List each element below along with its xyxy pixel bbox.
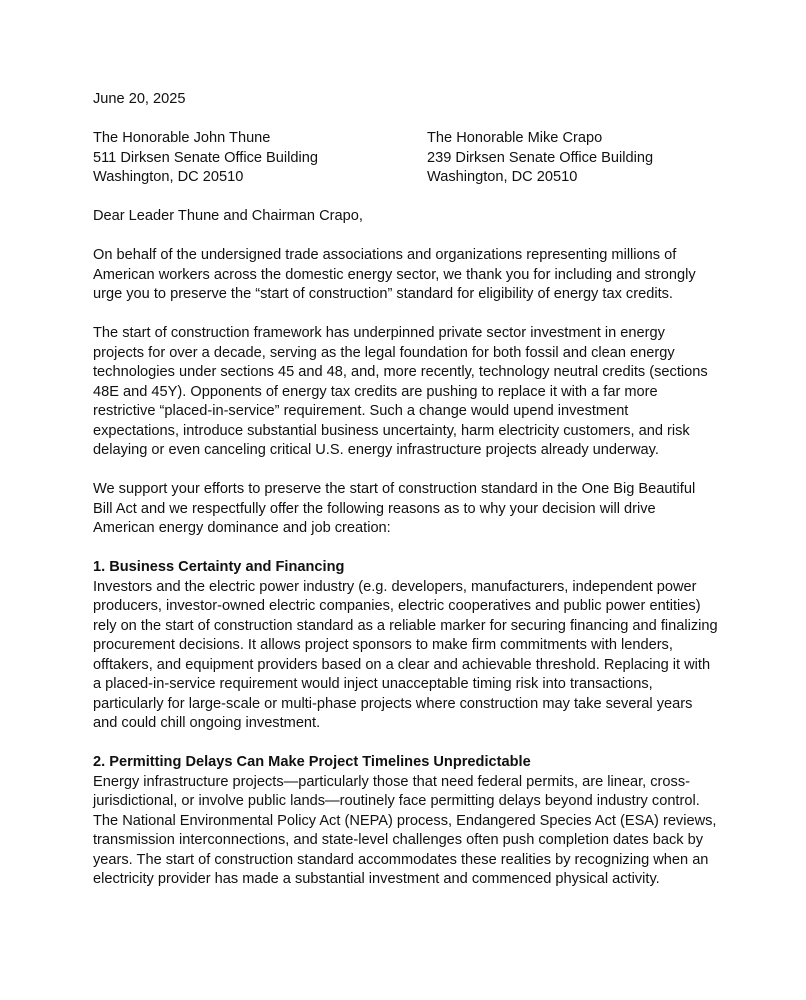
recipient-name: The Honorable John Thune [93,130,271,146]
section-body: Investors and the electric power industry (e.g. developers, manufacturers, independent power producers, investor-owned electric companies, electric cooperatives and public power entities) rely on the start of construction standard as a reliable marker for securing financing and finalizing procurement decisions. It allows project sponsors to make firm commitments with lenders, offtakers, and equipment providers based on a clear and achievable threshold. Replacing it with a placed-in-service requirement would inject unacceptable timing risk into transactions, particularly for large-scale or multi-phase projects where construction may take several years and could chill ongoing investment. [93,578,718,731]
recipient-street: 511 Dirksen Senate Office Building [93,149,318,166]
recipient-name: The Honorable Mike Crapo [427,130,603,146]
section-heading: 1. Business Certainty and Financing [93,559,345,575]
section-permitting-delays [93,753,718,890]
letter-page [93,90,718,909]
support-paragraph: We support your efforts to preserve the start of construction standard in the One Big Beautiful Bill Act and we respectfully offer the following reasons as to why your decision will drive American energy dominance and job creation: [93,481,696,536]
letter-date: June 20, 2025 [93,91,186,107]
section-heading: 2. Permitting Delays Can Make Project Timelines Unpredictable [93,754,531,770]
recipient-address-crapo [427,129,718,188]
section-business-certainty [93,558,718,734]
recipient-city: Washington, DC 20510 [93,169,244,185]
recipient-street: 239 Dirksen Senate Office Building [427,149,654,166]
recipient-addresses [93,129,718,188]
intro-paragraph: On behalf of the undersigned trade associations and organizations representing millions of American workers across the domestic energy sector, we thank you for including and strongly urge you to preserve the “start of construction” standard for eligibility of energy tax credits. [93,247,696,302]
recipient-address-thune [93,129,427,188]
section-body: Energy infrastructure projects—particularly those that need federal permits, are linear, cross-jurisdictional, or involve public lands—routinely face permitting delays beyond industry control. The National Environmental Policy Act (NEPA) process, Endangered Species Act (ESA) reviews, transmission interconnections, and state-level challenges often push completion dates back by years. The start of construction standard accommodates these realities by recognizing when an electricity provider has made a substantial investment and commenced physical activity. [93,773,717,887]
recipient-city: Washington, DC 20510 [427,169,578,185]
salutation: Dear Leader Thune and Chairman Crapo, [93,208,363,224]
background-paragraph: The start of construction framework has underpinned private sector investment in energy projects for over a decade, serving as the legal foundation for both fossil and clean energy technologies under sections 45 and 48, and, more recently, technology neutral credits (sections 48E and 45Y). Opponents of energy tax credits are pushing to replace it with a far more restrictive “placed-in-service” requirement. Such a change would upend investment expectations, introduce substantial business uncertainty, harm electricity customers, and risk delaying or even canceling critical U.S. energy infrastructure projects already underway. [93,325,708,458]
